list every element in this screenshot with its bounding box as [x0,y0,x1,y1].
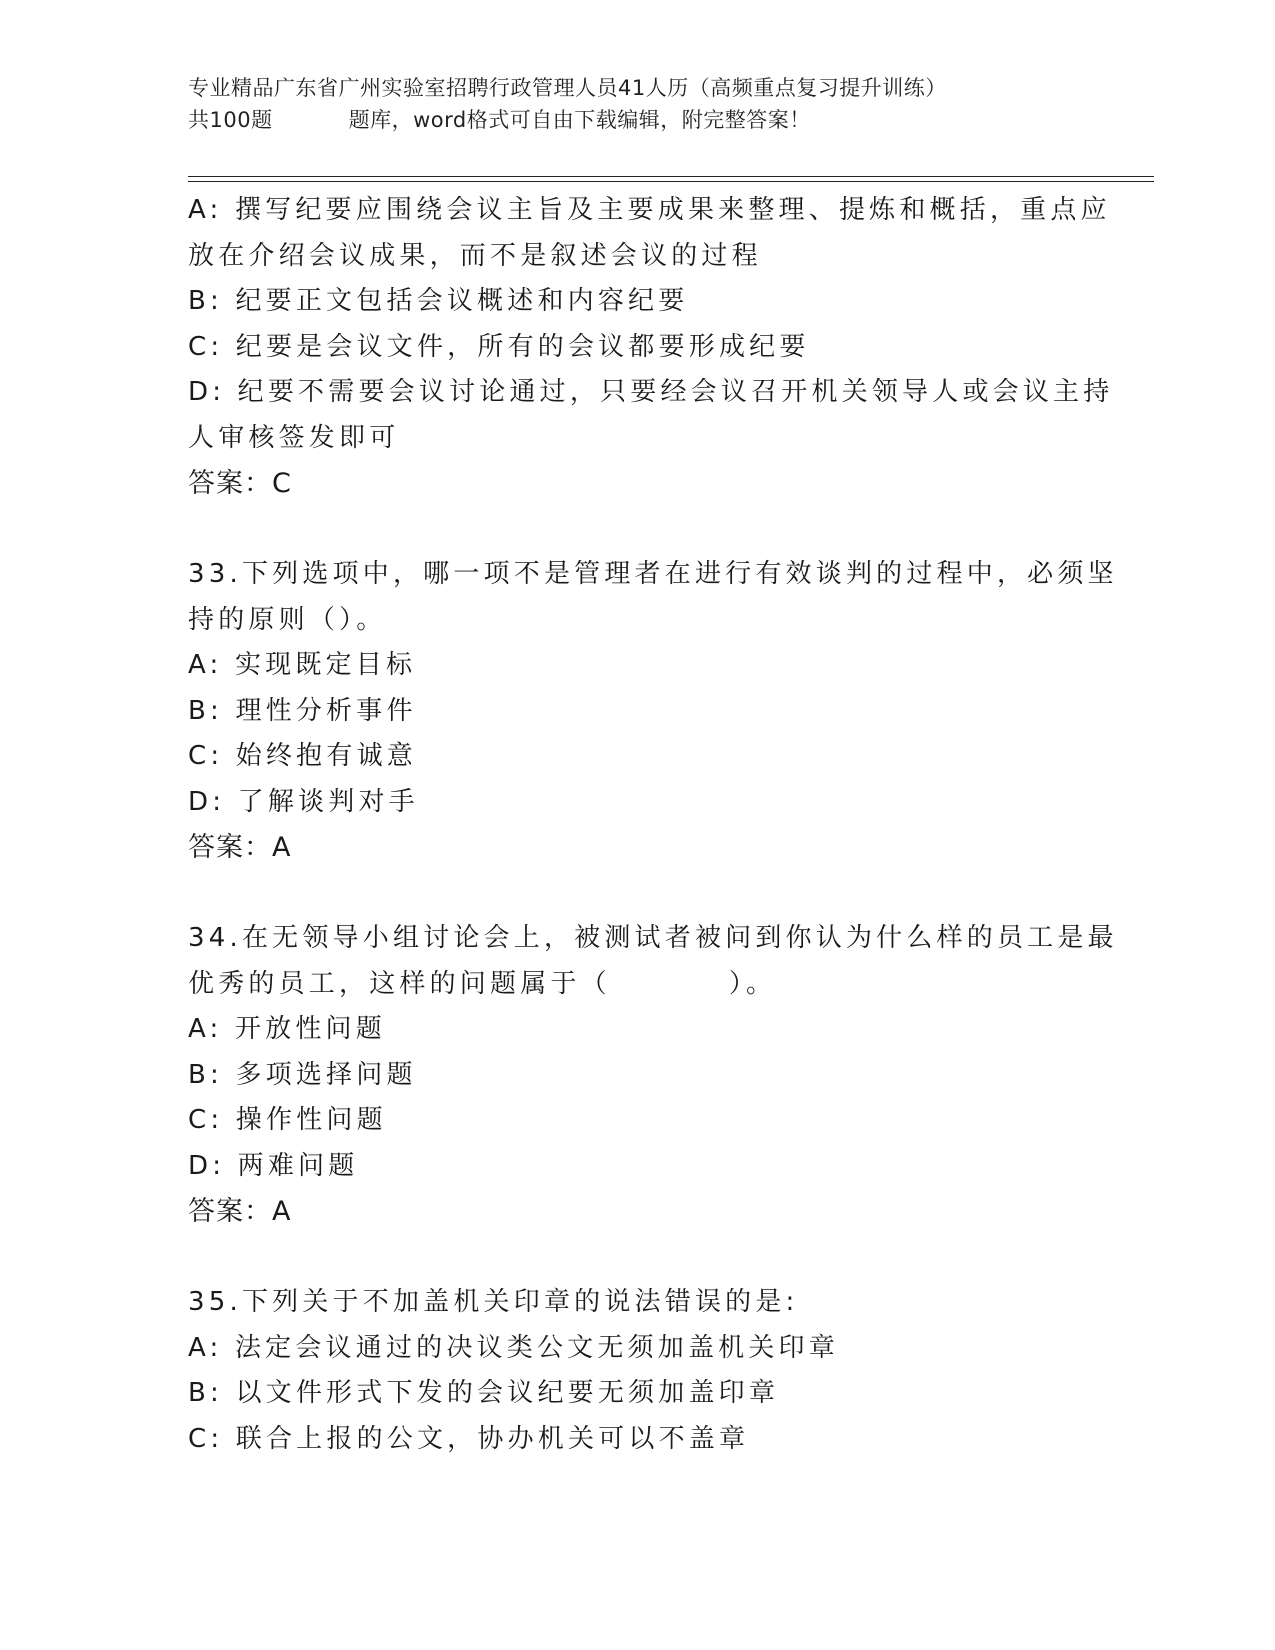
option-a: A: 法定会议通过的决议类公文无须加盖机关印章 [188,1332,839,1363]
option-a-line-1: A: 撰写纪要应围绕会议主旨及主要成果来整理、提炼和概括，重点应 [188,195,1111,225]
option-b: B: 以文件形式下发的会议纪要无须加盖印章 [188,1378,780,1408]
header-description: 题库，word格式可自由下载编辑，附完整答案！ [348,108,811,132]
answer: 答案：A [188,1196,292,1227]
header-question-count: 共100题 [188,108,273,132]
question-stem-part-a: 优秀的员工，这样的问题属于（ [188,968,611,999]
option-d: D: 两难问题 [188,1150,359,1181]
question-spacer [188,871,1068,917]
option-a-line-2: 放在介绍会议成果，而不是叙述会议的过程 [188,240,762,271]
option-d-line-1: D: 纪要不需要会议讨论通过，只要经会议召开机关领导人或会议主持 [188,377,1114,407]
header-divider-top [188,176,1154,177]
option-c: C: 始终抱有诚意 [188,741,417,771]
answer: 答案：A [188,832,292,863]
question-stem-line-2 [188,962,1068,1008]
question-stem-line-1: 33.下列选项中，哪一项不是管理者在进行有效谈判的过程中，必须坚 [188,559,1118,589]
question-stem-line-2: 持的原则（）。 [188,604,387,635]
option-c: C: 纪要是会议文件，所有的会议都要形成纪要 [188,331,810,362]
option-d-line-2: 人审核签发即可 [188,422,400,453]
answer: 答案：C [188,468,292,499]
question-stem-part-b: ）。 [728,968,777,999]
question-content [188,188,1118,1462]
option-b: B: 纪要正文包括会议概述和内容纪要 [188,286,689,316]
option-a: A: 开放性问题 [188,1014,386,1044]
header-divider-bottom [188,181,1154,182]
question-spacer [188,1235,1068,1281]
question-spacer [188,507,1068,553]
option-b: B: 理性分析事件 [188,695,417,726]
header-title-line-1: 专业精品广东省广州实验室招聘行政管理人员41人历（高频重点复习提升训练） [188,76,947,100]
question-33 [188,552,1118,871]
option-c: C: 操作性问题 [188,1105,387,1135]
question-32-tail [188,188,1114,507]
header-title-line-2 [188,104,1088,136]
question-35 [188,1280,1068,1462]
option-a: A: 实现既定目标 [188,650,417,680]
question-stem-line-1: 34.在无领导小组讨论会上，被测试者被问到你认为什么样的员工是最 [188,923,1118,953]
option-b: B: 多项选择问题 [188,1059,417,1090]
option-c: C: 联合上报的公文，协办机关可以不盖章 [188,1423,750,1454]
option-d: D: 了解谈判对手 [188,786,419,817]
document-header [188,72,1088,136]
question-stem-line-1: 35.下列关于不加盖机关印章的说法错误的是: [188,1287,799,1317]
question-34 [188,916,1118,1235]
